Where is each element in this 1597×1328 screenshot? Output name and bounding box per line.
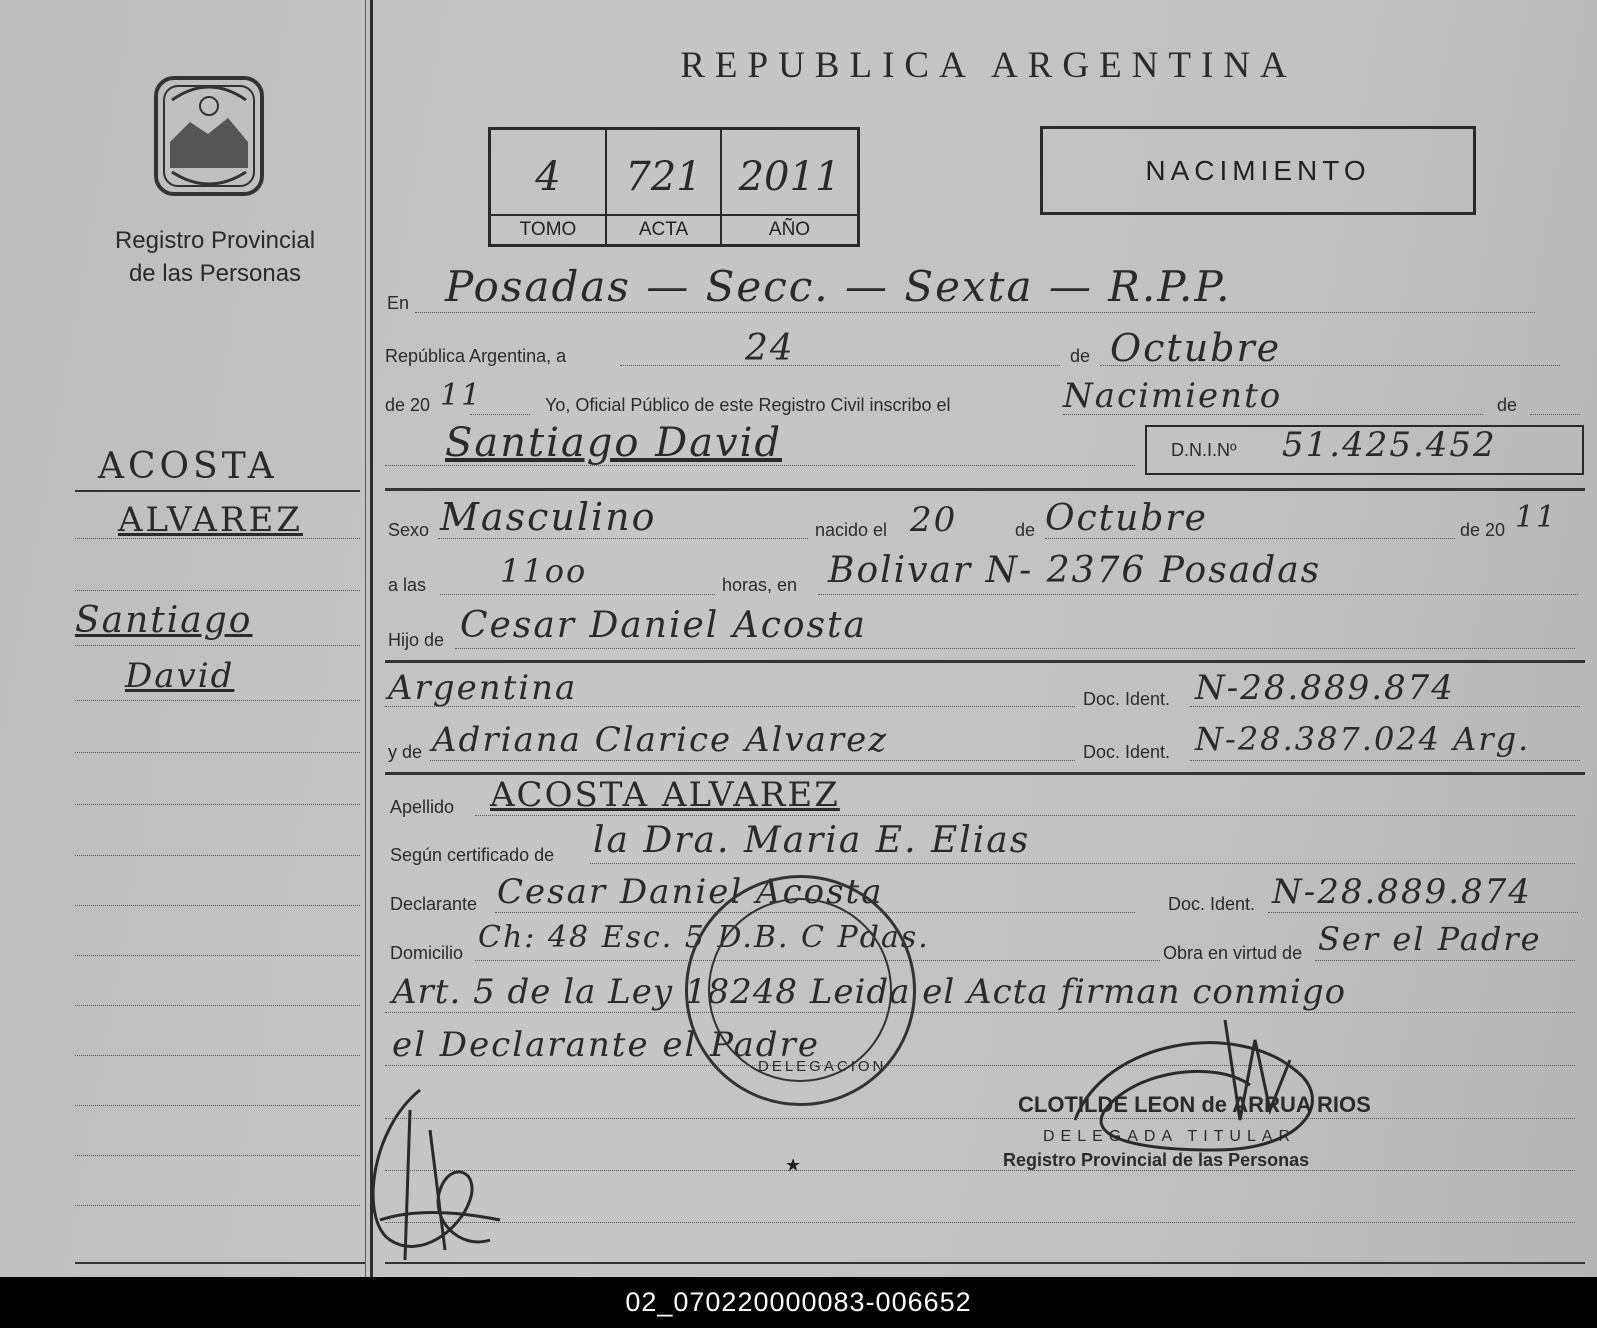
apellido-line [475, 815, 1575, 816]
registry-line1: Registro Provincial [114, 227, 316, 254]
margin-given-2: David [125, 656, 235, 696]
republica-label: República Argentina, a [385, 346, 567, 366]
margin-surname-1: ACOSTA [98, 446, 278, 487]
dni-box [1145, 425, 1584, 475]
madre-doc: N-28.387.024 Arg. [1195, 720, 1531, 758]
nacido-label: nacido el [815, 520, 888, 540]
declarante-doc-line [1268, 912, 1578, 913]
bottom-rule [385, 1262, 1585, 1264]
padre-doc-label: Doc. Ident. [1083, 689, 1171, 709]
padre-nacionalidad: Argentina [388, 668, 578, 708]
padre-doc: N-28.889.874 [1195, 668, 1455, 708]
official-round-stamp [685, 875, 916, 1106]
en-line [415, 312, 1535, 313]
lugar-value: Bolivar N- 2376 Posadas [828, 550, 1322, 591]
anio-label: AÑO [722, 214, 857, 244]
tomo-label: TOMO [491, 214, 605, 244]
note-line-2: el Declarante el Padre [392, 1025, 820, 1065]
inscribo-value: Nacimiento [1063, 376, 1283, 416]
official-signature [1065, 1000, 1335, 1170]
horas-label: horas, en [722, 575, 798, 595]
lugar-line [818, 594, 1578, 595]
month-de-label: de [1070, 346, 1091, 366]
tomo-value: 4 [535, 154, 561, 200]
obra-value: Ser el Padre [1318, 920, 1542, 958]
declarante-label: Declarante [390, 894, 478, 914]
blank-line-2 [385, 1170, 1575, 1171]
note-line-2-rule [385, 1065, 1575, 1066]
year-suffix: 11 [440, 378, 483, 413]
domicilio-value: Ch: 48 Esc. 5 D.B. C Pdas. [478, 920, 930, 955]
certificado-value: la Dra. Maria E. Elias [593, 820, 1031, 861]
hijo-label: Hijo de [388, 630, 445, 650]
sexo-label: Sexo [388, 520, 430, 540]
acta-value: 721 [625, 154, 702, 200]
province-seal [150, 72, 268, 200]
margin-bottom-rule [75, 1262, 365, 1264]
hora-value: 11oo [500, 552, 588, 590]
name-line [385, 465, 1135, 466]
month-value: Octubre [1110, 326, 1282, 370]
madre-doc-line [1190, 760, 1580, 761]
child-name: Santiago David [445, 420, 783, 466]
inscribo-de-line [1530, 414, 1580, 415]
padre-value: Cesar Daniel Acosta [460, 605, 867, 646]
anio-cell [722, 130, 857, 244]
country-title: REPUBLICA ARGENTINA [680, 45, 1297, 86]
day-value: 24 [745, 328, 795, 369]
file-id-footer: 02_070220000083-006652 [0, 1277, 1597, 1328]
margin-surname-2: ALVAREZ [118, 500, 303, 540]
acta-label: ACTA [607, 214, 720, 244]
official-office: Registro Provincial de las Personas [1003, 1150, 1310, 1170]
padre-line [455, 648, 1575, 649]
alas-label: a las [388, 575, 427, 595]
en-label: En [387, 293, 410, 313]
yde-label: y de [388, 742, 423, 762]
segun-label: Según certificado de [390, 845, 555, 865]
section-rule-2 [385, 660, 1585, 663]
sexo-value: Masculino [440, 495, 657, 539]
nacido-year: 11 [1515, 500, 1558, 535]
padre-nac-line [385, 706, 1075, 707]
year-line [470, 414, 530, 415]
blank-line-3 [385, 1222, 1575, 1223]
dni-value: 51.425.452 [1282, 425, 1497, 465]
dni-label: D.N.I.Nº [1171, 440, 1237, 460]
yo-label: Yo, Oficial Público de este Registro Civil inscribo el [545, 395, 951, 415]
declarant-signature [350, 1070, 510, 1270]
year-prefix: de 20 [385, 395, 431, 415]
inscribo-line [1063, 414, 1483, 415]
en-value: Posadas — Secc. — Sexta — R.P.P. [445, 262, 1232, 311]
tomo-cell [491, 130, 607, 244]
blank-line-1 [385, 1118, 1575, 1119]
certificado-line [590, 863, 1575, 864]
registry-number-box [488, 127, 860, 247]
record-type-box: NACIMIENTO [1040, 126, 1476, 215]
apellido-value: ACOSTA ALVAREZ [490, 775, 840, 815]
madre-line [430, 760, 1075, 761]
acta-cell [607, 130, 722, 244]
declarante-doc-label: Doc. Ident. [1168, 894, 1256, 914]
nacido-de-label: de [1015, 520, 1036, 540]
note-line-1-rule [385, 1012, 1575, 1013]
sexo-line [438, 538, 808, 539]
obra-label: Obra en virtud de [1163, 943, 1303, 963]
nacido-line [1045, 538, 1455, 539]
section-rule-1 [385, 488, 1585, 491]
padre-doc-line [1190, 706, 1580, 707]
day-line [620, 365, 1060, 366]
note-line-1: Art. 5 de la Ley 18248 Leida el Acta firman conmigo [392, 972, 1347, 1012]
official-title: DELEGADA TITULAR [1043, 1128, 1297, 1145]
de20-label: de 20 [1460, 520, 1506, 540]
domicilio-label: Domicilio [390, 943, 464, 963]
declarante-value: Cesar Daniel Acosta [497, 872, 884, 912]
stamp-star-icon: ★ [785, 1155, 802, 1175]
margin-given-1: Santiago [75, 600, 253, 641]
nacido-day: 20 [910, 500, 958, 540]
madre-doc-label: Doc. Ident. [1083, 742, 1171, 762]
official-name: CLOTILDE LEON de ARRUA RIOS [1018, 1092, 1371, 1117]
obra-line [1315, 960, 1575, 961]
anio-value: 2011 [738, 154, 841, 200]
hora-line [440, 594, 715, 595]
nacido-month: Octubre [1045, 498, 1208, 539]
declarante-doc: N-28.889.874 [1272, 872, 1532, 912]
margin-rule [75, 490, 360, 492]
registry-line2: de las Personas [128, 260, 302, 287]
madre-value: Adriana Clarice Alvarez [432, 720, 889, 760]
inscribo-de-label: de [1497, 395, 1518, 415]
apellido-label: Apellido [390, 797, 455, 817]
stamp-text: DELEGACION [758, 1058, 887, 1075]
